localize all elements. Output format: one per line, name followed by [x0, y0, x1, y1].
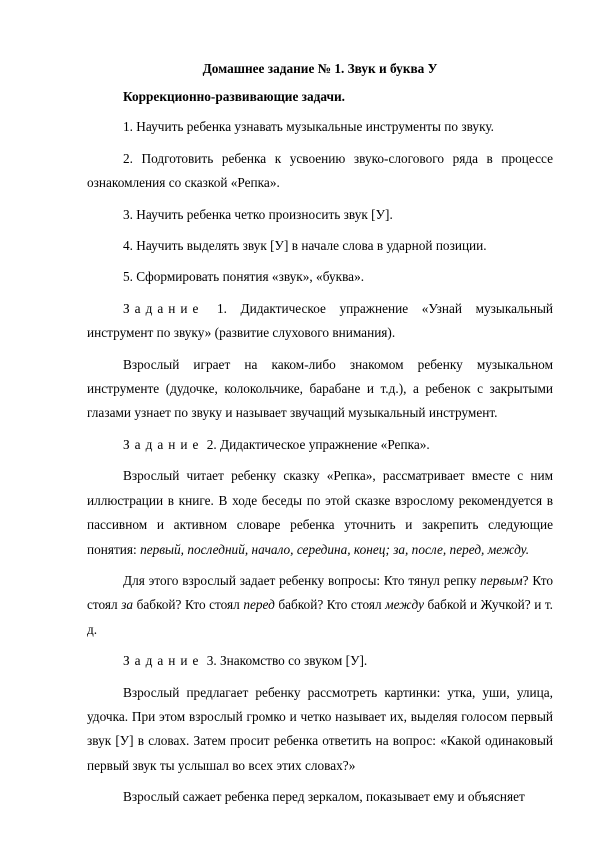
task-2-body-text: Взрослый читает ребенку сказку «Репка», рассматривает вместе с ним иллюстрации в книге. В ходе беседы по этой сказке взрослому рекомендуется в пассивном и активном словаре ребенка уточнить и закрепить следующие понятия:	[87, 468, 553, 557]
section-subtitle: Коррекционно-развивающие задачи.	[123, 89, 346, 104]
document-title: Домашнее задание № 1. Звук и буква У	[202, 61, 438, 76]
task-2-terms: первый, последний, начало, середина, конец; за, после, перед, между.	[140, 541, 530, 557]
questions-text-3: бабкой? Кто стоял	[133, 597, 244, 613]
task-3-text: 3. Знакомство со звуком [У].	[203, 653, 368, 669]
questions-text-5: бабкой и Жучкой? и т. д.	[87, 597, 553, 637]
goal-2: 2. Подготовить ребенка к усвоению звуко-слогового ряда в процессе ознакомления со сказкой «Репка».	[87, 150, 553, 191]
goal-5: 5. Сформировать понятия «звук», «буква».	[123, 269, 365, 285]
task-2-text: 2. Дидактическое упражнение «Репка».	[203, 436, 430, 452]
task-3-last-line: Взрослый сажает ребенка перед зеркалом, показывает ему и объясняет	[123, 789, 525, 805]
questions-emph-3: перед	[243, 597, 275, 613]
questions-emph-4: между	[385, 597, 424, 613]
task-2-questions	[87, 569, 553, 642]
questions-emph-1: первым	[480, 572, 523, 588]
goal-4: 4. Научить выделять звук [У] в начале слова в ударной позиции.	[123, 238, 487, 254]
questions-text-1: Для этого взрослый задает ребенку вопросы: Кто тянул репку	[123, 572, 481, 588]
goal-1: 1. Научить ребенка узнавать музыкальные инструменты по звуку.	[123, 119, 494, 135]
task-3-body: Взрослый предлагает ребенку рассмотреть картинки: утка, уши, улица, удочка. При этом взрослый громко и четко называет их, выделяя голосом первый звук [У] в словах. Затем просит ребенка ответить на вопрос: «Какой одинаковый первый звук ты услышал во всех этих словах?»	[87, 684, 553, 773]
questions-text-2: ? Кто стоял	[87, 572, 554, 613]
task-1-label: Задание	[123, 300, 204, 316]
task-2-heading	[87, 433, 553, 457]
task-2-label: Задание	[123, 436, 204, 452]
task-3-label: Задание	[123, 653, 204, 669]
task-3-heading	[87, 649, 553, 673]
goal-3: 3. Научить ребенка четко произносить звук [У].	[123, 206, 393, 222]
task-1-heading	[87, 297, 553, 346]
task-1-text: 1. Дидактическое упражнение «Узнай музыкальный инструмент по звуку» (развитие слухового внимания).	[87, 300, 553, 341]
questions-text-4: бабкой? Кто стоял	[274, 597, 386, 613]
questions-emph-2: за	[121, 597, 134, 613]
task-1-body: Взрослый играет на каком-либо знакомом ребенку музыкальном инструменте (дудочке, колокольчике, барабане и т.д.), а ребенок с закрытыми глазами узнает по звуку и называет звучащий музыкальный инструмент.	[87, 356, 553, 421]
document-content	[87, 57, 553, 817]
task-2-body	[87, 464, 553, 562]
